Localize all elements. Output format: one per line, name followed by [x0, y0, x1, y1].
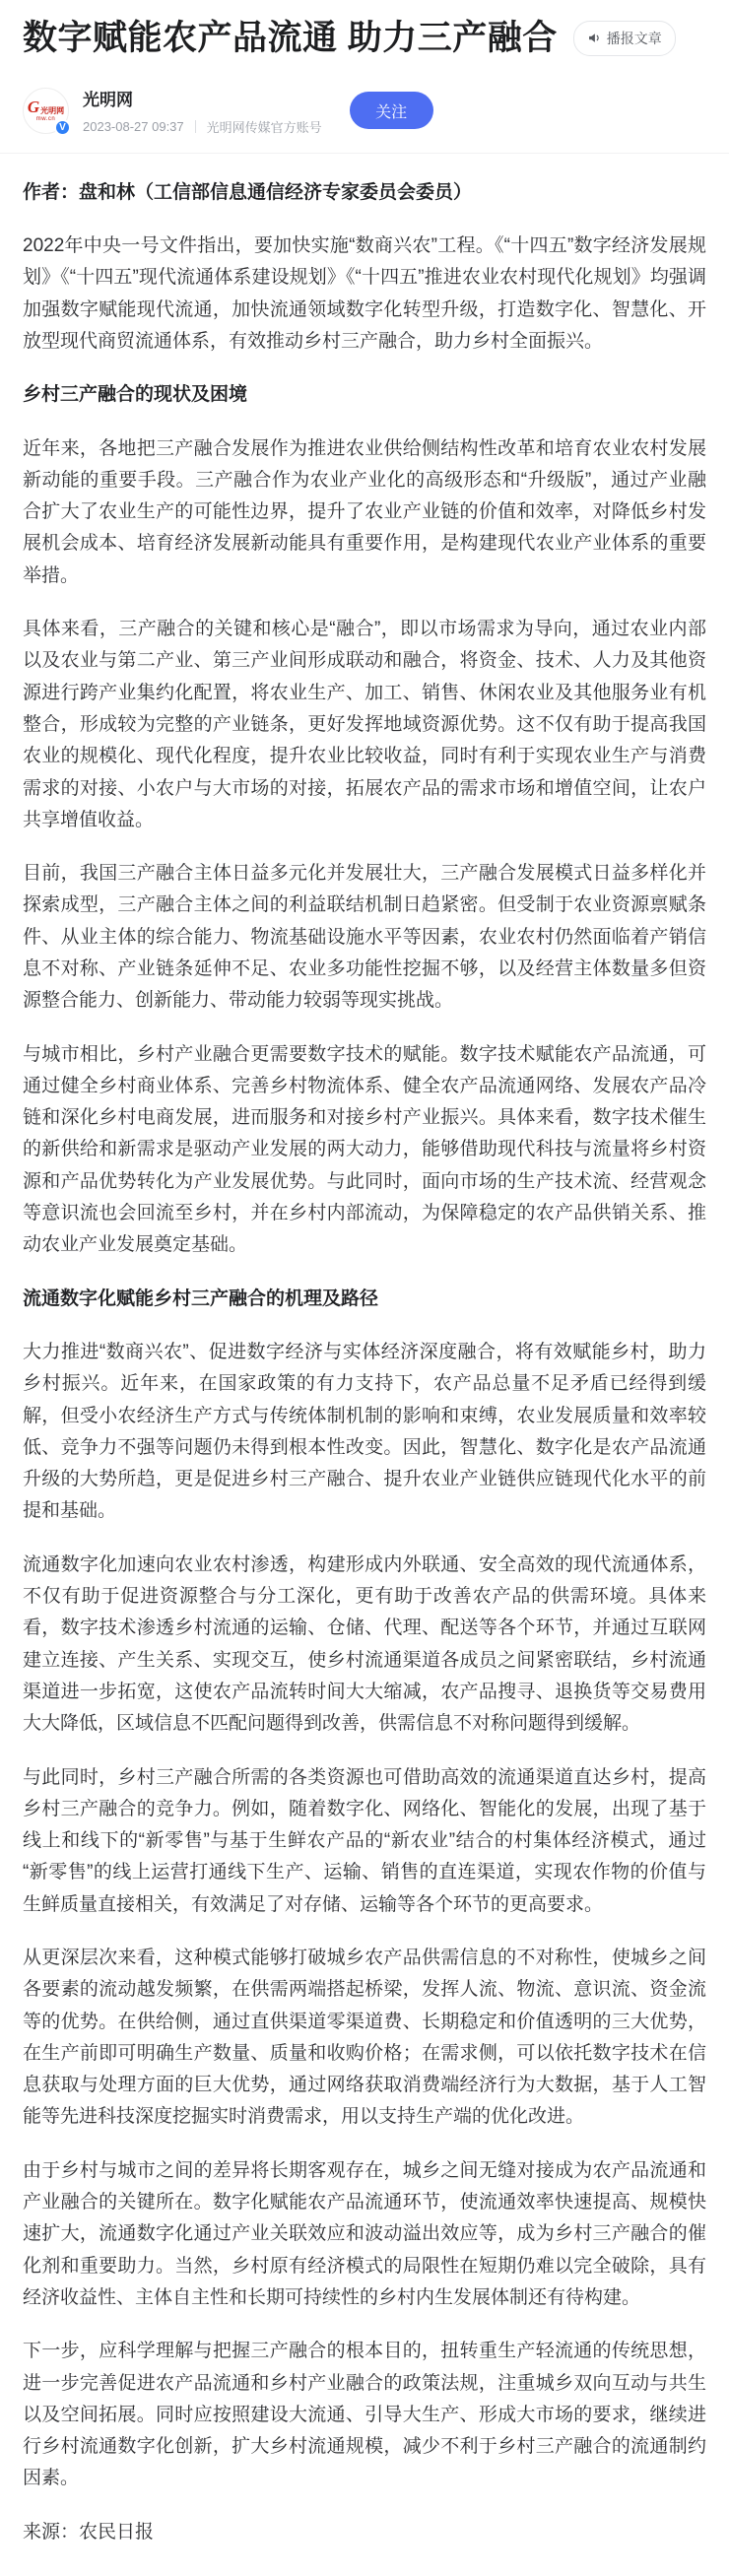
section-heading: 流通数字化赋能乡村三产融合的机理及路径	[23, 1288, 379, 1309]
article-paragraph: 从更深层次来看，这种模式能够打破城乡农产品供需信息的不对称性，使城乡之间各要素的流动越发频繁，在供需两端搭起桥梁，发挥人流、物流、意识流、资金流等的优势。在供给侧，通过直供渠道零渠道费、长期稳定和价值透明的三大优势，在生产前即可明确生产数量、质量和收购价格；在需求侧，可以依托数字技术在信息获取与处理方面的巨大优势，通过网络获取消费端经济行为大数据，基于人工智能等先进科技深度挖掘实时消费需求，用以支持生产端的优化改进。	[23, 1948, 706, 2128]
article-paragraph: 大力推进“数商兴农”、促进数字经济与实体经济深度融合，将有效赋能乡村，助力乡村振兴。近年来，在国家政策的有力支持下，农产品总量不足矛盾已经得到缓解，但受小农经济生产方式与传统体制机制的影响和束缚，农业发展质量和效率较低、竞争力不强等问题仍未得到根本性改变。因此，智慧化、数字化是农产品流通升级的大势所趋，更是促进乡村三产融合、提升农业产业链供应链现代化水平的前提和基础。	[23, 1341, 706, 1522]
section-heading: 乡村三产融合的现状及困境	[23, 384, 248, 406]
publish-datetime: 2023-08-27 09:37	[83, 118, 184, 134]
article-paragraph: 目前，我国三产融合主体日益多元化并发展壮大，三产融合发展模式日益多样化并探索成型，三产融合主体之间的利益联结机制日趋紧密。但受制于农业资源禀赋条件、从业主体的综合能力、物流基础设施水平等因素，农业农村仍然面临着产销信息不对称、产业链条延伸不足、农业多功能性挖掘不够，以及经营主体数量多但资源整合能力、创新能力、带动能力较弱等现实挑战。	[23, 863, 706, 1012]
article-title: 数字赋能农产品流通 助力三产融合	[23, 19, 558, 57]
article-header	[0, 0, 729, 60]
publisher-name[interactable]: 光明网	[83, 90, 133, 109]
article-paragraph: 下一步，应科学理解与把握三产融合的根本目的，扭转重生产轻流通的传统思想，进一步完善促进农产品流通和乡村产业融合的政策法规，注重城乡双向互动与共生以及空间拓展。同时应按照建设大流通、引导大生产、形成大市场的要求，继续进行乡村流通数字化创新，扩大乡村流通规模，减少不利于乡村三产融合的流通制约因素。	[23, 2341, 706, 2489]
article-paragraph: 2022年中央一号文件指出，要加快实施“数商兴农”工程。《“十四五”数字经济发展规划》《“十四五”现代流通体系建设规划》《“十四五”推进农业农村现代化规划》均强调加强数字赋能现代流通，加快流通领域数字化转型升级，打造数字化、智慧化、开放型现代商贸流通体系，有效推动乡村三产融合，助力乡村全面振兴。	[23, 235, 706, 352]
article-paragraph: 由于乡村与城市之间的差异将长期客观存在，城乡之间无缝对接成为农产品流通和产业融合的关键所在。数字化赋能农产品流通环节，使流通效率快速提高、规模快速扩大，流通数字化通过产业关联效应和波动溢出效应等，成为乡村三产融合的催化剂和重要助力。当然，乡村原有经济模式的局限性在短期仍难以完全破除，具有经济收益性、主体自主性和长期可持续性的乡村内生发展体制还有待构建。	[23, 2159, 706, 2308]
article-paragraph: 近年来，各地把三产融合发展作为推进农业供给侧结构性改革和培育农业农村发展新动能的重要手段。三产融合作为农业产业化的高级形态和“升级版”，通过产业融合扩大了农业生产的可能性边界，提升了农业产业链的价值和效率，对降低乡村发展机会成本、培育经济发展新动能具有重要作用，是构建现代农业产业体系的重要举措。	[23, 437, 706, 586]
speaker-icon	[587, 31, 602, 45]
publisher-avatar[interactable]	[23, 88, 69, 134]
broadcast-label: 播报文章	[606, 30, 662, 46]
gmw-logo-g: G	[27, 97, 40, 116]
verified-badge-icon: V	[54, 119, 71, 136]
article-paragraph: 与城市相比，乡村产业融合更需要数字技术的赋能。数字技术赋能农产品流通，可通过健全乡村商业体系、完善乡村物流体系、健全农产品流通网络、发展农产品冷链和深化乡村电商发展，进而服务和对接乡村产业振兴。具体来看，数字技术催生的新供给和新需求是驱动产业发展的两大动力，能够借助现代科技与流量将乡村资源和产品优势转化为产业发展优势。与此同时，面向市场的生产技术流、经营观念等意识流也会回流至乡村，并在乡村内部流动，为保障稳定的农产品供销关系、推动农业产业发展奠定基础。	[23, 1043, 706, 1256]
publisher-meta	[83, 117, 322, 136]
article-paragraph: 具体来看，三产融合的关键和核心是“融合”，即以市场需求为导向，通过农业内部以及农业与第二产业、第三产业间形成联动和融合，将资金、技术、人力及其他资源进行跨产业集约化配置，将农业生产、加工、销售、休闲农业及其他服务业有机整合，形成较为完整的产业链条，更好发挥地域资源优势。这不仅有助于提高我国农业的规模化、现代化程度，提升农业比较收益，同时有利于实现农业生产与消费需求的对接、小农户与大市场的对接，拓展农产品的需求市场和增值空间，让农户共享增值收益。	[23, 619, 706, 830]
follow-button[interactable]: 关注	[350, 92, 433, 129]
article-paragraph: 与此同时，乡村三产融合所需的各类资源也可借助高效的流通渠道直达乡村，提高乡村三产融合的竞争力。例如，随着数字化、网络化、智能化的发展，出现了基于线上和线下的“新零售”与基于生鲜农产品的“新农业”结合的村集体经济模式，通过“新零售”的线上运营打通线下生产、运输、销售的直连渠道，实现农作物的价值与生鲜质量直接相关，有效满足了对存储、运输等各个环节的更高要求。	[23, 1766, 706, 1915]
publisher-account-desc: 光明网传媒官方账号	[206, 119, 322, 135]
publisher-bar	[23, 86, 706, 136]
gmw-logo	[28, 99, 64, 115]
article-paragraph: 流通数字化加速向农业农村渗透，构建形成内外联通、安全高效的现代流通体系，不仅有助于促进资源整合与分工深化，更有助于改善农产品的供需环境。具体来看，数字技术渗透乡村流通的运输、仓储、代理、配送等各个环节，并通过互联网建立连接、产生关系、实现交互，使乡村流通渠道各成员之间紧密联结，乡村流通渠道进一步拓宽，这使农产品流转时间大大缩减，农产品搜寻、退换货等交易费用大大降低，区域信息不匹配问题得到改善，供需信息不对称问题得到缓解。	[23, 1553, 706, 1735]
author-line: 作者：盘和林（工信部信息通信经济专家委员会委员）	[23, 181, 473, 203]
meta-divider	[195, 120, 196, 133]
gmw-logo-cn: 光明网	[40, 105, 65, 115]
broadcast-article-button[interactable]	[573, 21, 676, 56]
source-line: 来源：农民日报	[23, 2521, 155, 2543]
publisher-info	[83, 86, 322, 136]
article-body	[0, 154, 729, 2576]
gmw-logo-domain: mw.cn	[35, 115, 56, 122]
